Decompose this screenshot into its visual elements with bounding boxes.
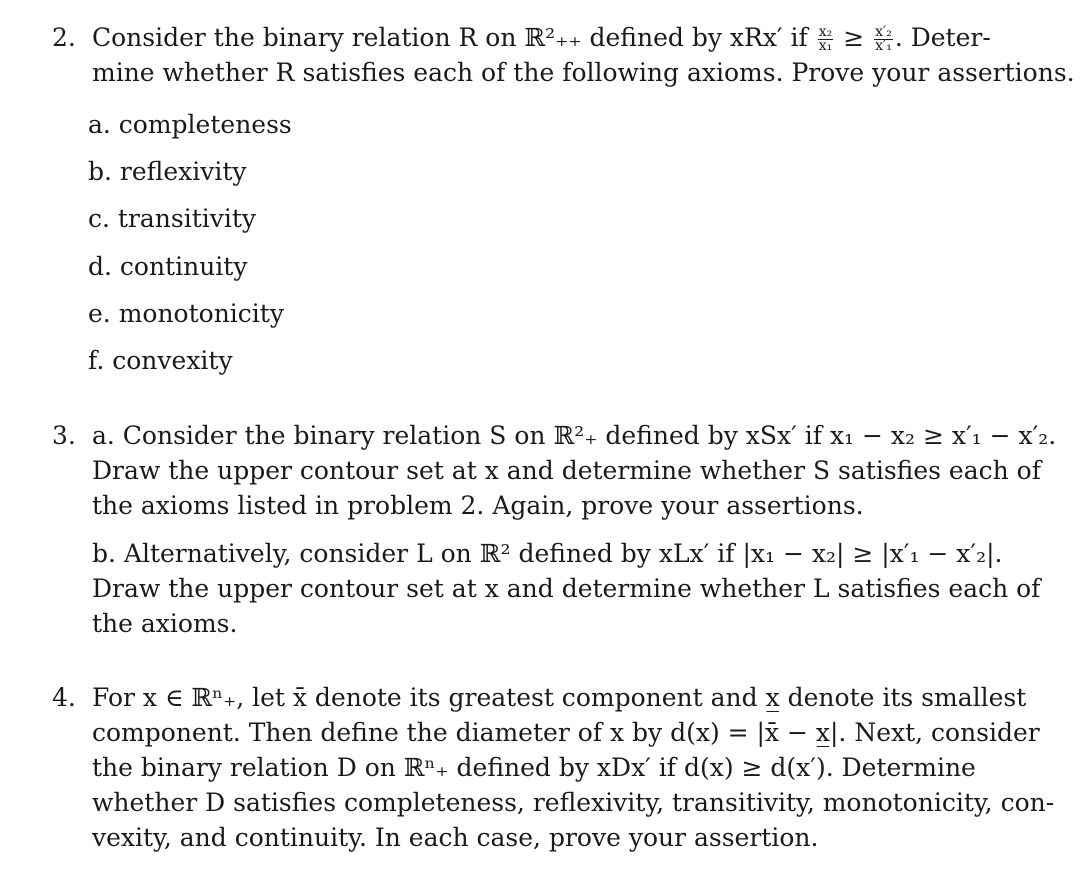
- fraction-rhs: [874, 26, 893, 53]
- fraction-numerator: x′₂: [875, 24, 892, 40]
- problem-4-line: whether D satisfies completeness, reflexivity, transitivity, monotonicity, con-: [92, 788, 1055, 817]
- problem-3: [52, 418, 1057, 641]
- axiom-item: b. reflexivity: [88, 157, 247, 186]
- problem-2: [52, 20, 1075, 90]
- problem-4-line: the binary relation D on ℝⁿ₊ defined by xDx′ if d(x) ≥ d(x′). Determine: [92, 753, 976, 782]
- axiom-item: d. continuity: [88, 252, 248, 281]
- problem-2-text-post: . Deter-: [894, 23, 991, 52]
- axiom-item: f. convexity: [88, 346, 233, 375]
- fraction-lhs: [818, 26, 834, 53]
- fraction-numerator: x₂: [818, 24, 833, 40]
- problem-number: 4.: [52, 683, 76, 712]
- problem-number: 3.: [52, 421, 76, 450]
- axiom-item: a. completeness: [88, 110, 292, 139]
- axiom-item: e. monotonicity: [88, 299, 284, 328]
- problem-3b-line: b. Alternatively, consider L on ℝ² defined by xLx′ if |x₁ − x₂| ≥ |x′₁ − x′₂|.: [92, 539, 1003, 568]
- problem-3b-line: Draw the upper contour set at x and determine whether L satisfies each of: [92, 574, 1041, 603]
- axiom-item: c. transitivity: [88, 204, 257, 233]
- problem-4: [52, 680, 1055, 855]
- relation-symbol: ≥: [843, 23, 865, 52]
- problem-4-line: vexity, and continuity. In each case, prove your assertion.: [92, 823, 819, 852]
- problem-3b-line: the axioms.: [92, 609, 238, 638]
- problem-3a-line: Draw the upper contour set at x and determine whether S satisfies each of: [92, 456, 1041, 485]
- fraction-denominator: x₁: [818, 38, 833, 54]
- problem-3a-line: a. Consider the binary relation S on ℝ²₊ defined by xSx′ if x₁ − x₂ ≥ x′₁ − x′₂.: [92, 421, 1057, 450]
- problem-2-line-1: [92, 20, 1037, 55]
- problem-number: 2.: [52, 23, 76, 52]
- problem-4-line: For x ∈ ℝⁿ₊, let x̄ denote its greatest component and x̲ denote its smallest: [92, 683, 1027, 712]
- problem-2-line-2: mine whether R satisfies each of the following axioms. Prove your assertions.: [92, 58, 1075, 87]
- problem-2-text-pre: Consider the binary relation R on ℝ²₊₊ defined by xRx′ if: [92, 23, 808, 52]
- fraction-denominator: x′₁: [875, 38, 892, 54]
- problem-3a-line: the axioms listed in problem 2. Again, prove your assertions.: [92, 491, 864, 520]
- problem-4-line: component. Then define the diameter of x by d(x) = |x̄ − x̲|. Next, consider: [92, 718, 1040, 747]
